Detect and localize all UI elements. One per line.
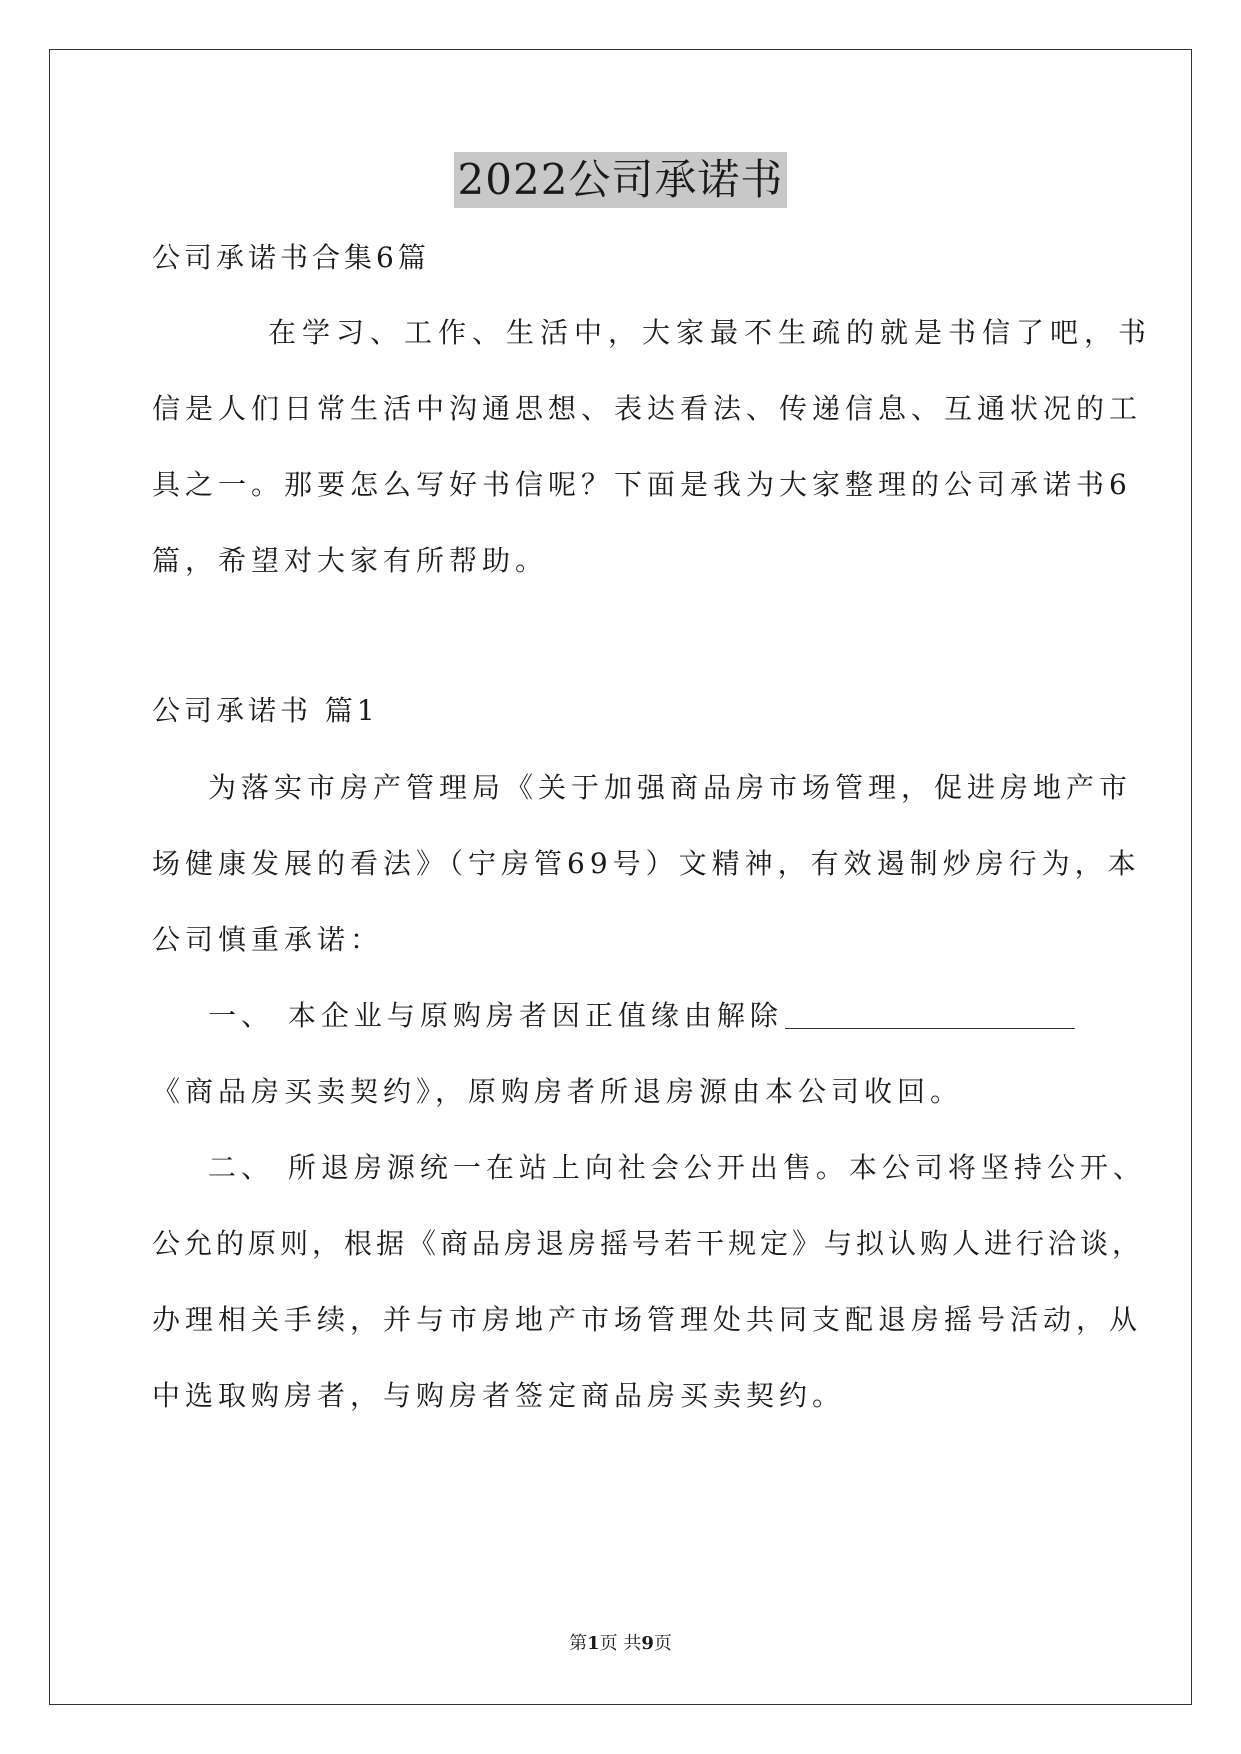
section-line-2: 场健康发展的看法》（宁房管69号）文精神，有效遏制炒房行为，本 [152,847,1141,880]
section-line-3: 公司慎重承诺： [152,923,384,956]
footer-prefix: 第 [569,1633,588,1654]
intro-line-3: 具之一。那要怎么写好书信呢？下面是我为大家整理的公司承诺书6 [152,468,1132,501]
section-line-9: 中选取购房者，与购房者签定商品房买卖契约。 [152,1379,846,1412]
footer-page-number: 1 [587,1633,600,1654]
footer-middle: 页 共 [599,1633,642,1654]
intro-line-2: 信是人们日常生活中沟通思想、表达看法、传递信息、互通状况的工 [152,392,1143,425]
fill-in-blank [785,998,1075,1029]
section-line-6: 二、 所退房源统一在站上向社会公开出售。本公司将坚持公开、 [208,1151,1146,1184]
clause-one-line [152,996,1088,1036]
footer-total-pages: 9 [641,1633,654,1654]
section-heading: 公司承诺书 篇1 [152,694,379,727]
intro-line-4: 篇，希望对大家有所帮助。 [152,544,549,577]
section-line-8: 办理相关手续，并与市房地产市场管理处共同支配退房摇号活动，从 [152,1303,1143,1336]
document-title: 2022公司承诺书 [454,152,788,208]
page-footer [0,1632,1241,1656]
clause-one-text: 一、 本企业与原购房者因正值缘由解除 [208,999,783,1032]
section-line-7: 公允的原则，根据《商品房退房摇号若干规定》与拟认购人进行洽谈， [152,1227,1145,1260]
intro-line-1: 在学习、工作、生活中，大家最不生疏的就是书信了吧，书 [268,316,1153,349]
section-line-1: 为落实市房产管理局《关于加强商品房市场管理，促进房地产市 [208,771,1133,804]
footer-suffix: 页 [653,1633,672,1654]
title-container [0,152,1241,208]
section-line-5: 《商品房买卖契约》，原购房者所退房源由本公司收回。 [152,1075,964,1108]
collection-subtitle: 公司承诺书合集6篇 [152,241,430,274]
